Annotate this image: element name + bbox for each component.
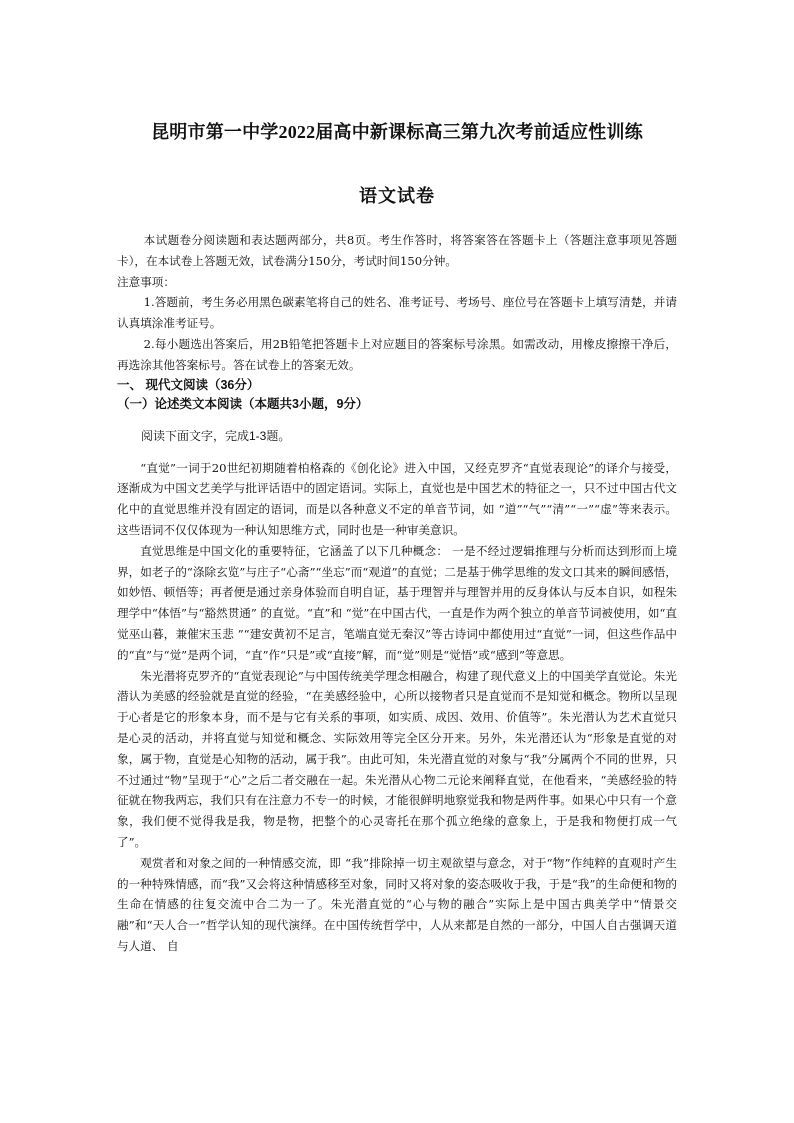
exam-subtitle: 语文试卷 (359, 186, 435, 206)
passage-paragraph: 观赏者和对象之间的一种情感交流，即 “我”排除掉一切主观欲望与意念，对于“物”作纯粹的直观时产生的一种特殊情感，而“我”又会将这种情感移至对象，同时又将对象的姿态吸收于我，于是“我”的生命便和物的生命在情感的往复交流中合二为一了。朱光潜直觉的“心与物的融合”实际上是中国古典美学中“情景交融”和“天人合一”哲学认知的现代演绎。在中国传统哲学中，人从来都是自然的一部分，中国人自古强调天道与人道、 自 (117, 855, 677, 953)
exam-page (117, 118, 677, 957)
notice-heading: 注意事项： (117, 274, 175, 289)
passage-paragraph: “直觉”一词于20世纪初期随着柏格森的《创化论》进入中国，又经克罗齐“直觉表现论”的译介与接受，逐渐成为中国文艺美学与批评话语中的固定语词。实际上，直觉也是中国艺术的特征之一，只不过中国古代文化中的直觉思维并没有固定的语词，而是以各种意义不定的单音节词，如 “道”“气”“清”“一”“虚”等来表示。这些语词不仅仅体现为一种认知思维方式，同时也是一种审美意识。 (117, 460, 677, 537)
section-heading: 一、 现代文阅读（36分） (117, 377, 260, 392)
intro-paragraph: 本试题卷分阅读题和表达题两部分，共8页。考生作答时，将答案答在答题卡上（答题注意事项见答题卡），在本试卷上答题无效，试卷满分150分，考试时间150分钟。 (117, 233, 677, 268)
notice-item: 1.答题前，考生务必用黑色碳素笔将自己的姓名、准考证号、考场号、座位号在答题卡上填写清楚，并请认真填涂准考证号。 (117, 295, 677, 331)
subsection-heading: （一）论述类文本阅读（本题共3小题，9分） (117, 396, 369, 411)
exam-title: 昆明市第一中学2022届高中新课标高三第九次考前适应性训练 (151, 122, 643, 142)
reading-instruction: 阅读下面文字，完成1-3题。 (141, 428, 291, 443)
passage-paragraph: 直觉思维是中国文化的重要特征，它涵盖了以下几种概念： 一是不经过逻辑推理与分析而达到形而上境界，如老子的“涤除玄览”与庄子“心斋”“坐忘”而“观道”的直觉；二是基于佛学思维的发文口其来的瞬间感悟，如妙悟、顿悟等；再者便是通过亲身体验而自明自证，基于理智并与理智并用的反身体认与反本自识，如程朱理学中“体悟”与“豁然贯通” 的直觉。“直”和 “觉”在中国古代，一直是作为两个独立的单音节词被使用，如“直觉巫山暮，兼催宋玉悲 ”“建安黄初不足言，笔端直觉无秦汉”等古诗词中都使用过“直觉”一词，但这些作品中的“直”与“觉”是两个词，“直”作“只是”或“直接”解，而“觉”则是“觉悟”或“感到”等意思。 (117, 543, 677, 662)
notice-item: 2.每小题选出答案后，用2B铅笔把答题卡上对应题目的答案标号涂黑。如需改动，用橡皮擦擦干净后，再选涂其他答案标号。答在试卷上的答案无效。 (117, 336, 677, 372)
passage-paragraph: 朱光潜将克罗齐的“直觉表现论”与中国传统美学理念相融合，构建了现代意义上的中国美学直觉论。朱光潜认为美感的经验就是直觉的经验，“在美感经验中，心所以接物者只是直觉而不是知觉和概念。物所以呈现于心者是它的形象本身，而不是与它有关系的事项，如实质、成因、效用、价值等”。朱光潜认为艺术直觉只是心灵的活动，并将直觉与知觉和概念、实际效用等完全区分开来。另外，朱光潜还认为“形象是直觉的对象，属于物，直觉是心知物的活动，属于我”。由此可知，朱光潜直觉的对象与“我”分属两个不同的世界，只不过通过“物”呈现于“心”之后二者交融在一起。朱光潜从心物二元论来阐释直觉，在他看来，“美感经验的特征就在物我两忘，我们只有在注意力不专一的时候，才能很鲜明地察觉我和物是两件事。如果心中只有一个意象，我们便不觉得我是我，物是物，把整个的心灵寄托在那个孤立绝缘的意象上，于是我和物便打成一气了”。 (117, 668, 677, 849)
